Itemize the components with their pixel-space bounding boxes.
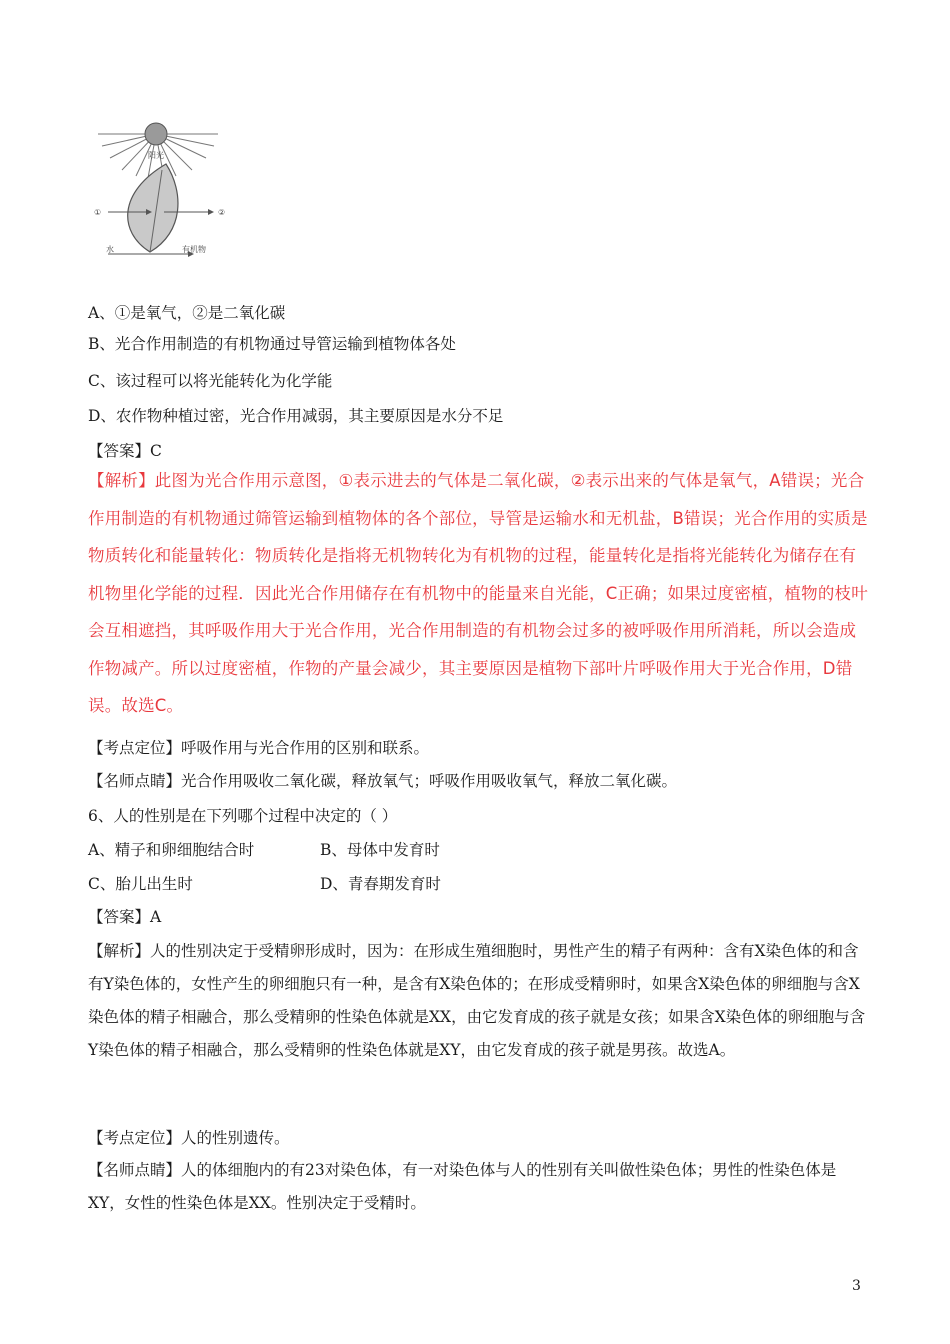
q6-analysis: 【解析】人的性别决定于受精卵形成时，因为：在形成生殖细胞时，男性产生的精子有两种：含有X染色体的和含有Y染色体的，女性产生的卵细胞只有一种，是含有X染色体的；在形成受精卵时，如果含X染色体的卵细胞与含X染色体的精子相融合，那么受精卵的性染色体就是XX，由它发育成的孩子就是女孩；如果含X染色体的卵细胞与含Y染色体的精子相融合，那么受精卵的性染色体就是XY，由它发育成的孩子就是男孩。故选A。: [88, 942, 866, 1059]
leaf-icon: [128, 164, 178, 252]
q6-option-a: A、精子和卵细胞结合时: [88, 841, 255, 859]
q6-question: 6、人的性别是在下列哪个过程中决定的（ ）: [88, 807, 398, 825]
q6-mingshi: 【名师点睛】人的体细胞内的有23对染色体，有一对染色体与人的性别有关叫做性染色体；男性的性染色体是XY，女性的性染色体是XX。性别决定于受精时。: [88, 1161, 837, 1212]
label-sunlight: 阳光: [148, 151, 164, 160]
photosynthesis-diagram: [88, 112, 238, 262]
q5-option-b: B、光合作用制造的有机物通过导管运输到植物体各处: [88, 335, 456, 353]
label-circle-2: ②: [218, 208, 226, 217]
q5-kaodian: 【考点定位】呼吸作用与光合作用的区别和联系。: [88, 739, 430, 757]
q6-answer: 【答案】A: [88, 908, 162, 926]
label-circle-1: ①: [94, 208, 102, 217]
page-number: 3: [852, 1278, 861, 1294]
label-water: 水: [106, 245, 114, 254]
q6-option-d: D、青春期发育时: [320, 875, 441, 893]
label-organic-matter: 有机物: [182, 245, 206, 254]
sun-icon: [145, 123, 167, 145]
q5-option-a: A、①是氧气，②是二氧化碳: [88, 304, 286, 322]
q5-answer: 【答案】C: [88, 442, 162, 460]
q6-options-row-2: [88, 874, 441, 894]
q5-mingshi: 【名师点睛】光合作用吸收二氧化碳，释放氧气；呼吸作用吸收氧气，释放二氧化碳。: [88, 772, 678, 790]
q6-options-row-1: [88, 840, 440, 860]
q5-option-c: C、该过程可以将光能转化为化学能: [88, 372, 333, 390]
q6-kaodian: 【考点定位】人的性别遗传。: [88, 1129, 290, 1147]
q5-analysis: 【解析】此图为光合作用示意图，①表示进去的气体是二氧化碳，②表示出来的气体是氧气，A错误；光合作用制造的有机物通过筛管运输到植物体的各个部位，导管是运输水和无机盐，B错误；光合作用的实质是物质转化和能量转化：物质转化是指将无机物转化为有机物的过程，能量转化是指将光能转化为储存在有机物里化学能的过程．因此光合作用储存在有机物中的能量来自光能，C正确；如果过度密植，植物的枝叶会互相遮挡，其呼吸作用大于光合作用，光合作用制造的有机物会过多的被呼吸作用所消耗，所以会造成作物减产。所以过度密植，作物的产量会减少，其主要原因是植物下部叶片呼吸作用大于光合作用，D错误。故选C。: [88, 471, 868, 715]
q6-option-c: C、胎儿出生时: [88, 875, 193, 893]
q6-option-b: B、母体中发育时: [320, 841, 440, 859]
q5-option-d: D、农作物种植过密，光合作用减弱，其主要原因是水分不足: [88, 407, 504, 425]
